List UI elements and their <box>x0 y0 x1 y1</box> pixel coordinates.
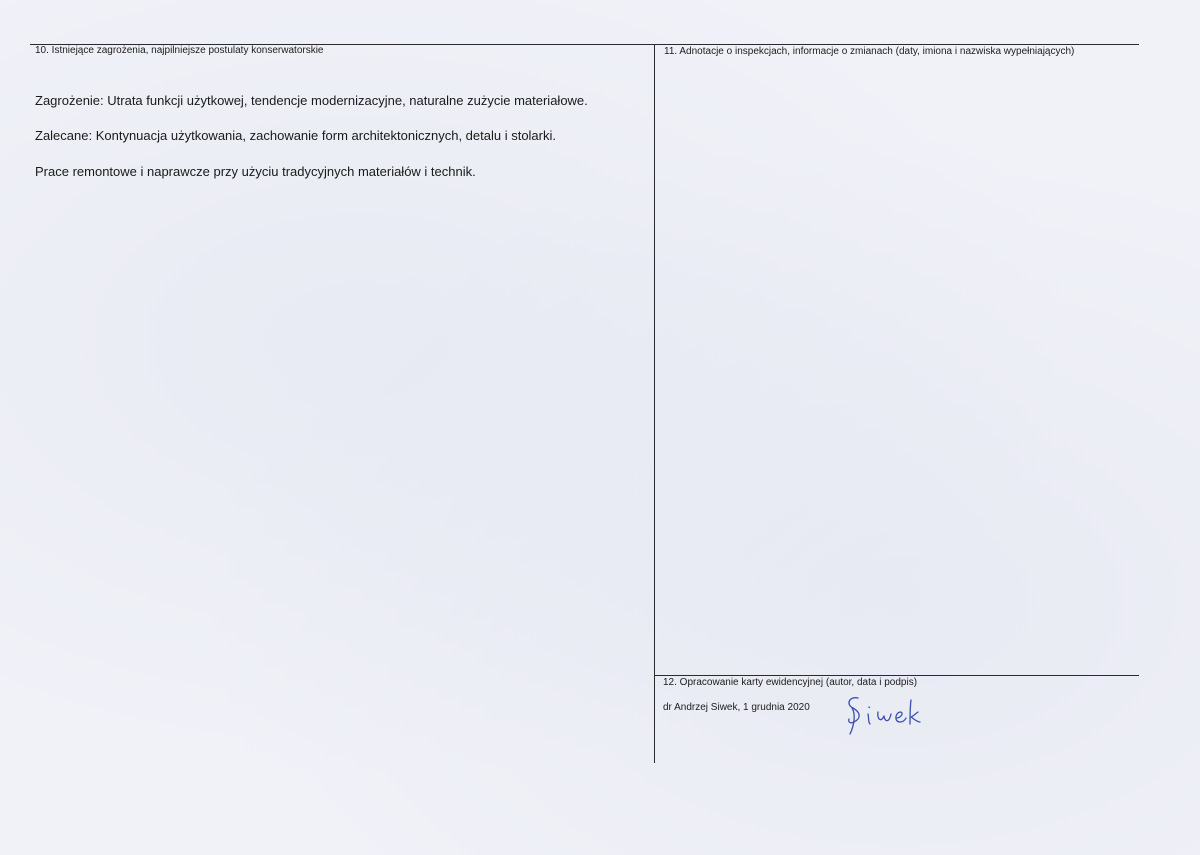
section-11-top-rule <box>655 44 1139 45</box>
signature-image <box>842 692 938 738</box>
section-10-label: 10. Istniejące zagrożenia, najpilniejsze postulaty konserwatorskie <box>35 45 324 56</box>
column-divider <box>654 44 655 763</box>
repair-paragraph: Prace remontowe i naprawcze przy użyciu tradycyjnych materiałów i technik. <box>35 164 476 179</box>
recommendation-paragraph: Zalecane: Kontynuacja użytkowania, zachowanie form architektonicznych, detalu i stolarki. <box>35 128 556 143</box>
section-12-label: 12. Opracowanie karty ewidencyjnej (autor, data i podpis) <box>663 677 918 688</box>
author-date: dr Andrzej Siwek, 1 grudnia 2020 <box>663 702 810 713</box>
section-11-label: 11. Adnotacje o inspekcjach, informacje o zmianach (daty, imiona i nazwiska wypełniających) <box>664 46 1075 57</box>
threat-paragraph: Zagrożenie: Utrata funkcji użytkowej, tendencje modernizacyjne, naturalne zużycie materiałowe. <box>35 93 588 108</box>
section-12-top-rule <box>655 675 1139 676</box>
